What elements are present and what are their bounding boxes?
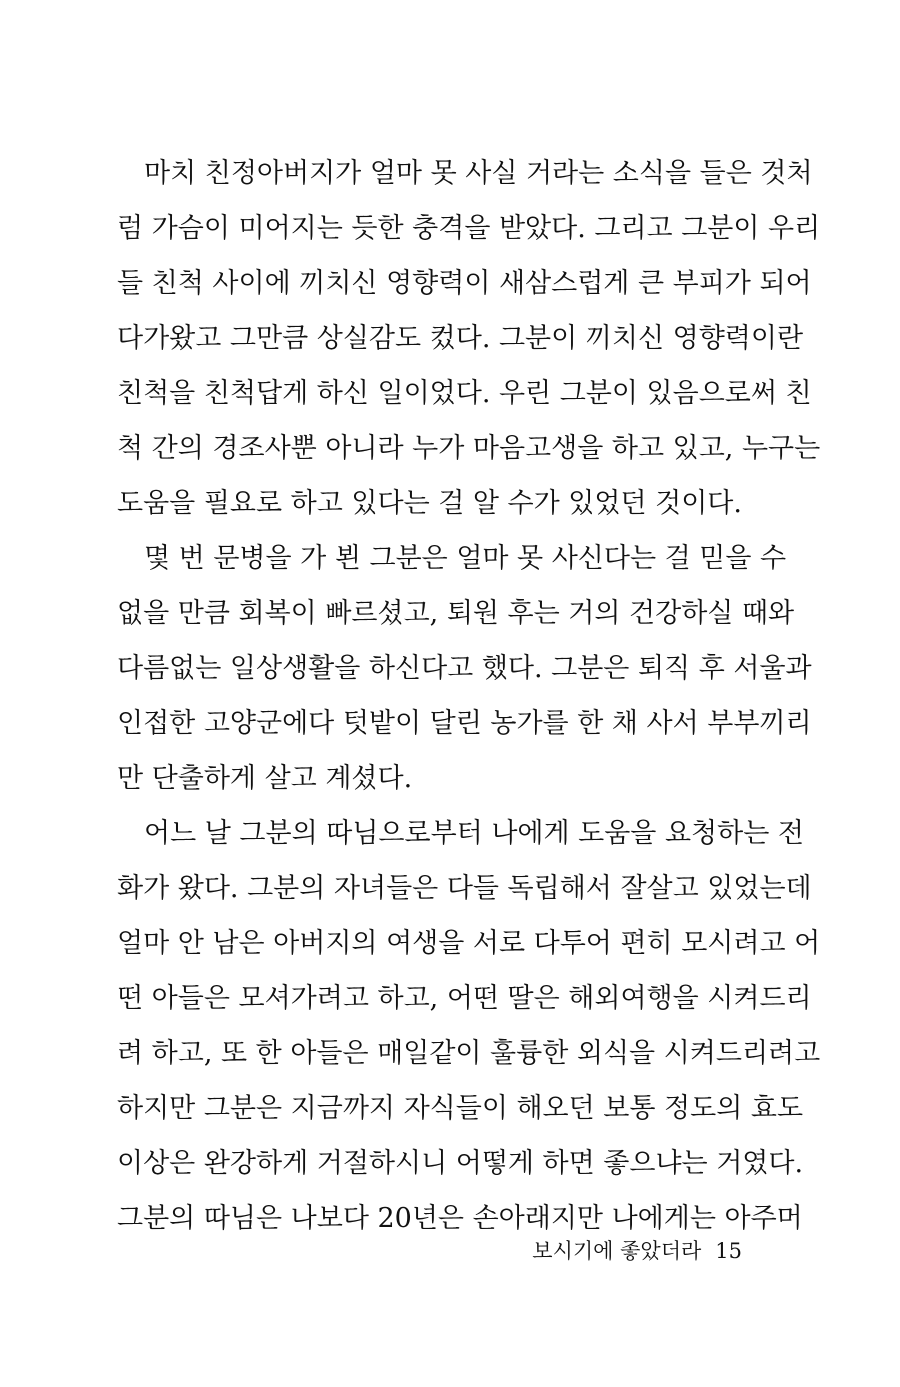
text-line: 이상은 완강하게 거절하시니 어떻게 하면 좋으냐는 거였다.: [117, 1148, 804, 1179]
text-line: 다가왔고 그만큼 상실감도 컸다. 그분이 끼치신 영향력이란: [117, 323, 804, 354]
paragraph-3: [117, 808, 821, 1248]
text-line: 들 친척 사이에 끼치신 영향력이 새삼스럽게 큰 부피가 되어: [117, 268, 812, 299]
text-line: 만 단출하게 살고 계셨다.: [117, 763, 413, 794]
text-line: 몇 번 문병을 가 뵌 그분은 얼마 못 사신다는 걸 믿을 수: [144, 543, 787, 574]
text-line: 인접한 고양군에다 텃밭이 달린 농가를 한 채 사서 부부끼리: [117, 708, 812, 739]
text-line: 다름없는 일상생활을 하신다고 했다. 그분은 퇴직 후 서울과: [117, 653, 812, 684]
text-line: 없을 만큼 회복이 빠르셨고, 퇴원 후는 거의 건강하실 때와: [117, 598, 795, 629]
page-number: 15: [715, 1239, 742, 1263]
text-line: 척 간의 경조사뿐 아니라 누가 마음고생을 하고 있고, 누구는: [117, 433, 821, 464]
text-line: 그분의 따님은 나보다 20년은 손아래지만 나에게는 아주머: [117, 1203, 803, 1234]
text-line: 하지만 그분은 지금까지 자식들이 해오던 보통 정도의 효도: [117, 1093, 804, 1124]
body-text: [117, 148, 821, 1248]
page-footer: [532, 1235, 742, 1265]
text-line: 친척을 친척답게 하신 일이었다. 우린 그분이 있음으로써 친: [117, 378, 812, 409]
running-title: 보시기에 좋았더라: [532, 1239, 702, 1263]
text-line: 도움을 필요로 하고 있다는 걸 알 수가 있었던 것이다.: [117, 488, 742, 519]
text-line: 어느 날 그분의 따님으로부터 나에게 도움을 요청하는 전: [144, 818, 804, 849]
text-line: 떤 아들은 모셔가려고 하고, 어떤 딸은 해외여행을 시켜드리: [117, 983, 812, 1014]
paragraph-1: [117, 148, 821, 533]
text-line: 럼 가슴이 미어지는 듯한 충격을 받았다. 그리고 그분이 우리: [117, 213, 821, 244]
text-line: 화가 왔다. 그분의 자녀들은 다들 독립해서 잘살고 있었는데: [117, 873, 812, 904]
text-line: 얼마 안 남은 아버지의 여생을 서로 다투어 편히 모시려고 어: [117, 928, 821, 959]
text-line: 마치 친정아버지가 얼마 못 사실 거라는 소식을 들은 것처: [144, 158, 813, 189]
paragraph-2: [117, 533, 812, 808]
text-line: 려 하고, 또 한 아들은 매일같이 훌륭한 외식을 시켜드리려고: [117, 1038, 821, 1069]
